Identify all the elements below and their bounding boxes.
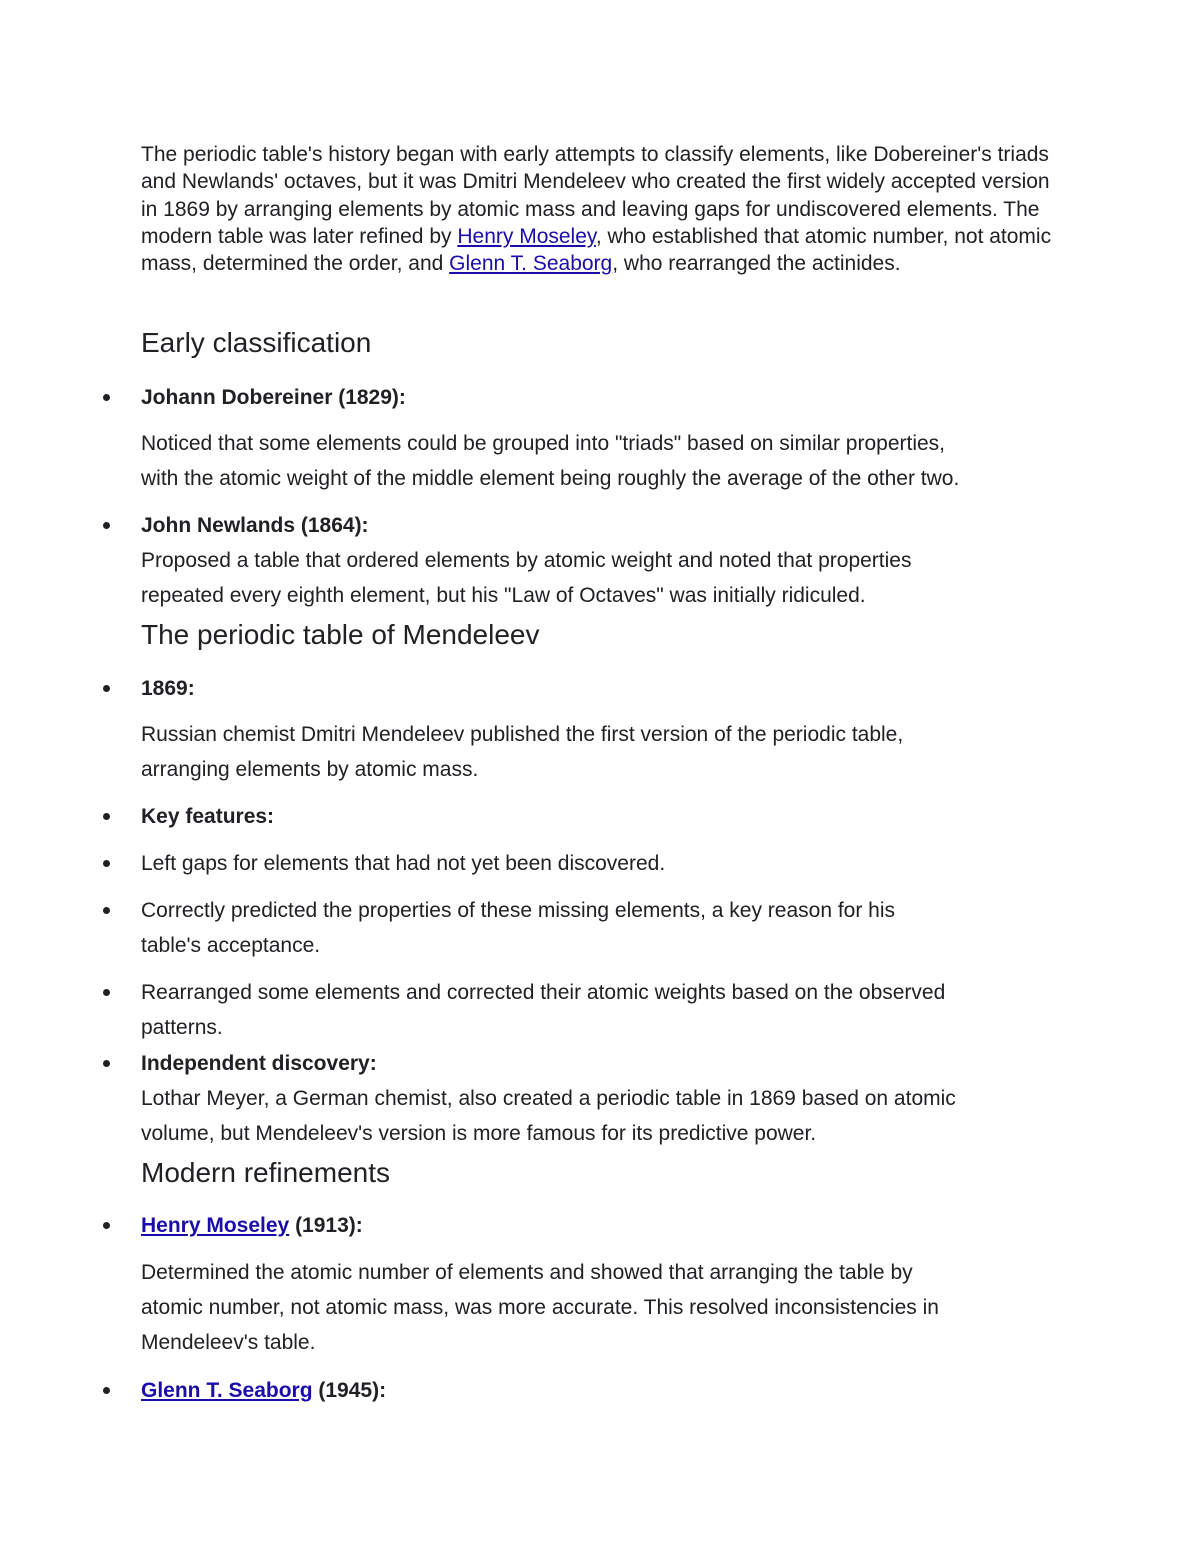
independent-text-line-2: volume, but Mendeleev's version is more famous for its predictive power. xyxy=(141,1122,817,1145)
bullet-icon xyxy=(103,860,113,870)
bullet-icon xyxy=(103,1222,113,1232)
independent-text-line-1: Lothar Meyer, a German chemist, also created a periodic table in 1869 based on atomic xyxy=(141,1087,956,1110)
bullet-icon xyxy=(103,394,113,404)
newlands-text-line-2: repeated every eighth element, but his "Law of Octaves" was initially ridiculed. xyxy=(141,584,866,607)
bullet-icon xyxy=(103,1060,113,1070)
newlands-text-line-1: Proposed a table that ordered elements by atomic weight and noted that properties xyxy=(141,549,912,572)
moseley-text-line-2: atomic number, not atomic mass, was more accurate. This resolved inconsistencies in xyxy=(141,1296,939,1319)
year-1869-text-line-1: Russian chemist Dmitri Mendeleev published the first version of the periodic table, xyxy=(141,723,904,746)
feature-3-line-2: patterns. xyxy=(141,1016,223,1039)
independent-discovery-label: Independent discovery: xyxy=(141,1052,377,1075)
moseley-entry-label xyxy=(141,1208,1071,1243)
intro-text-2: , who established that atomic number, not atomic mass, determined the order, and xyxy=(141,224,1052,276)
bullet-icon xyxy=(103,685,113,695)
heading-modern-refinements: Modern refinements xyxy=(141,1157,391,1188)
heading-early-classification: Early classification xyxy=(141,327,372,358)
henry-moseley-link[interactable]: Henry Moseley xyxy=(457,224,596,248)
bullet-icon xyxy=(103,989,113,999)
year-1869-label: 1869: xyxy=(141,677,195,700)
bullet-icon xyxy=(103,522,113,532)
seaborg-year: (1945): xyxy=(312,1379,387,1402)
moseley-text-line-3: Mendeleev's table. xyxy=(141,1331,316,1354)
moseley-year: (1913): xyxy=(289,1214,363,1237)
year-1869-text-line-2: arranging elements by atomic mass. xyxy=(141,758,479,781)
seaborg-entry-link[interactable]: Glenn T. Seaborg xyxy=(141,1379,313,1402)
feature-2-line-1: Correctly predicted the properties of these missing elements, a key reason for his xyxy=(141,899,896,922)
bullet-icon xyxy=(103,813,113,823)
bullet-icon xyxy=(103,1387,113,1397)
newlands-label: John Newlands (1864): xyxy=(141,514,369,537)
feature-2-line-2: table's acceptance. xyxy=(141,934,321,957)
bullet-icon xyxy=(103,907,113,917)
dobereiner-text-line-2: with the atomic weight of the middle element being roughly the average of the other two. xyxy=(141,467,960,490)
intro-paragraph xyxy=(141,141,1061,277)
glenn-seaborg-link[interactable]: Glenn T. Seaborg xyxy=(449,252,613,276)
intro-text-1: The periodic table's history began with early attempts to classify elements, like Dobereiner's triads and Newlands' octaves, but it was Dmitri Mendeleev who created the first widely accepted version in 1869 by arranging elements by atomic mass and leaving gaps for undiscovered elements. The modern table was later refined by xyxy=(141,143,1050,248)
moseley-text-line-1: Determined the atomic number of elements and showed that arranging the table by xyxy=(141,1261,913,1284)
seaborg-entry-label xyxy=(141,1373,1071,1408)
intro-text-3: , who rearranged the actinides. xyxy=(612,252,901,276)
moseley-entry-link[interactable]: Henry Moseley xyxy=(141,1214,290,1237)
dobereiner-label: Johann Dobereiner (1829): xyxy=(141,386,406,409)
feature-3-line-1: Rearranged some elements and corrected their atomic weights based on the observed xyxy=(141,981,946,1004)
heading-mendeleev: The periodic table of Mendeleev xyxy=(141,619,540,650)
dobereiner-text-line-1: Noticed that some elements could be grouped into "triads" based on similar properties, xyxy=(141,432,946,455)
key-features-label: Key features: xyxy=(141,805,275,828)
feature-1: Left gaps for elements that had not yet been discovered. xyxy=(141,852,666,875)
